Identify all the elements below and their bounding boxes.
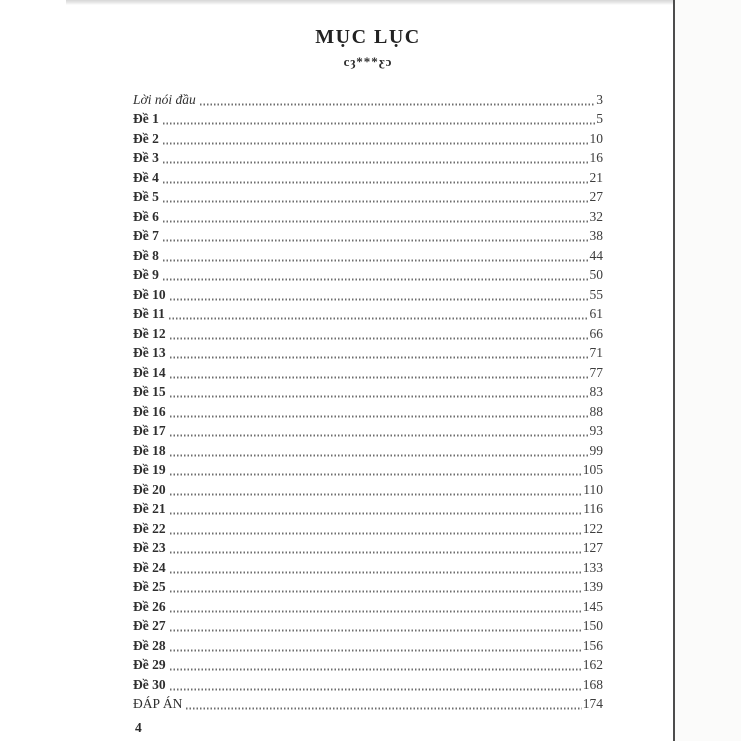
toc-entry: [133, 537, 603, 557]
toc-entry-label: Lời nói đầu: [133, 91, 196, 107]
toc-dot-leader: [162, 248, 589, 264]
toc-entry: [133, 459, 603, 479]
toc-entry-label: Đề 5: [133, 189, 159, 204]
toc-entry-page: 10: [589, 130, 603, 146]
toc-entry-label: Đề 26: [133, 598, 166, 614]
toc-dot-leader: [162, 111, 595, 127]
toc-entry: [133, 244, 603, 264]
toc-dot-leader: [169, 384, 589, 400]
toc-entry-page: 77: [589, 364, 603, 380]
toc-entry: [133, 361, 603, 381]
toc-dot-leader: [162, 150, 589, 166]
toc-entry-page: 55: [589, 286, 603, 302]
toc-entry-label: Đề 8: [133, 247, 159, 263]
toc-entry-page: 122: [582, 520, 603, 536]
toc-entry-page: 156: [582, 637, 603, 653]
toc-dot-leader: [169, 404, 589, 420]
toc-entry: [133, 225, 603, 245]
toc-entry-label: Đề 23: [133, 540, 166, 555]
toc-entry-label: Đề 7: [133, 228, 159, 243]
toc-entry-page: 105: [582, 462, 603, 477]
toc-entry: [133, 498, 603, 518]
toc-dot-leader: [169, 677, 582, 693]
toc-entry-page: 99: [589, 442, 603, 458]
toc-entry-label: ĐÁP ÁN: [133, 696, 183, 711]
toc-dot-leader: [169, 638, 582, 654]
toc-dot-leader: [169, 501, 583, 517]
toc-entry: [133, 576, 603, 596]
toc-dot-leader: [169, 326, 589, 342]
page-content: [133, 0, 603, 741]
toc-entry-page: 38: [589, 228, 603, 243]
toc-entry-label: Đề 9: [133, 267, 159, 282]
toc-entry-page: 5: [596, 111, 603, 126]
page-right-margin: [675, 0, 741, 741]
toc-entry-page: 32: [589, 208, 603, 224]
toc-entry-page: 71: [589, 345, 603, 360]
toc-dot-leader: [162, 228, 589, 244]
toc-entry: [133, 634, 603, 654]
toc-entry: [133, 420, 603, 440]
toc-entry: [133, 108, 603, 128]
toc-dot-leader: [199, 92, 596, 108]
toc-entry-page: 145: [582, 598, 603, 614]
toc-dot-leader: [169, 482, 583, 498]
toc-dot-leader: [169, 579, 582, 595]
toc-entry-label: Đề 4: [133, 169, 159, 185]
toc-entry-page: 88: [589, 403, 603, 419]
toc-dot-leader: [169, 560, 582, 576]
toc-entry-label: Đề 19: [133, 462, 166, 477]
toc-entry-label: Đề 29: [133, 657, 166, 672]
toc-entry: [133, 303, 603, 323]
toc-entry-page: 16: [589, 150, 603, 165]
toc-entry-page: 162: [582, 657, 603, 672]
toc-entry-label: Đề 28: [133, 637, 166, 653]
toc-entry-label: Đề 18: [133, 442, 166, 458]
toc-entry: [133, 654, 603, 674]
toc-entry-page: 21: [589, 169, 603, 185]
toc-entry-label: Đề 21: [133, 501, 166, 516]
toc-entry: [133, 322, 603, 342]
toc-entry-page: 44: [589, 247, 603, 263]
toc-entry: [133, 400, 603, 420]
toc-entry: [133, 88, 603, 108]
toc-entry-label: Đề 6: [133, 208, 159, 224]
toc-entry: [133, 439, 603, 459]
toc-dot-leader: [169, 618, 582, 634]
toc-entry-page: 168: [582, 676, 603, 692]
page-title: MỤC LỤC: [315, 26, 421, 48]
toc-dot-leader: [162, 267, 589, 283]
toc-entry: [133, 693, 603, 713]
toc-entry-label: Đề 20: [133, 481, 166, 497]
toc-entry-page: 93: [589, 423, 603, 438]
toc-list: [133, 88, 603, 712]
toc-entry-page: 116: [583, 501, 603, 516]
toc-entry: [133, 264, 603, 284]
toc-entry: [133, 673, 603, 693]
toc-dot-leader: [168, 306, 589, 322]
toc-entry-label: Đề 27: [133, 618, 166, 633]
toc-dot-leader: [169, 521, 582, 537]
toc-entry-page: 83: [589, 384, 603, 399]
toc-dot-leader: [169, 365, 589, 381]
toc-dot-leader: [169, 287, 589, 303]
toc-entry-page: 50: [589, 267, 603, 282]
toc-entry: [133, 205, 603, 225]
toc-entry-label: Đề 25: [133, 579, 166, 594]
toc-dot-leader: [169, 443, 589, 459]
toc-entry: [133, 283, 603, 303]
toc-entry: [133, 478, 603, 498]
toc-entry-label: Đề 14: [133, 364, 166, 380]
toc-entry-page: 133: [582, 559, 603, 575]
toc-dot-leader: [169, 657, 582, 673]
toc-entry-label: Đề 30: [133, 676, 166, 692]
toc-dot-leader: [162, 209, 589, 225]
toc-entry-label: Đề 2: [133, 130, 159, 146]
toc-entry-label: Đề 15: [133, 384, 166, 399]
toc-entry-label: Đề 12: [133, 325, 166, 341]
toc-entry-page: 150: [582, 618, 603, 633]
toc-dot-leader: [169, 540, 582, 556]
toc-dot-leader: [169, 345, 589, 361]
toc-entry: [133, 342, 603, 362]
title-ornament: cȝ***ƹɔ: [343, 54, 393, 69]
toc-entry-label: Đề 24: [133, 559, 166, 575]
toc-entry: [133, 127, 603, 147]
toc-dot-leader: [185, 696, 581, 712]
toc-dot-leader: [169, 599, 582, 615]
toc-entry-page: 61: [589, 306, 603, 321]
toc-entry: [133, 595, 603, 615]
toc-dot-leader: [162, 189, 589, 205]
toc-dot-leader: [162, 131, 589, 147]
toc-entry-label: Đề 13: [133, 345, 166, 360]
toc-entry-label: Đề 3: [133, 150, 159, 165]
toc-entry-page: 139: [582, 579, 603, 594]
toc-entry-page: 27: [589, 189, 603, 204]
toc-entry-label: Đề 16: [133, 403, 166, 419]
toc-entry-label: Đề 11: [133, 306, 165, 321]
toc-entry-page: 3: [596, 91, 603, 107]
toc-dot-leader: [169, 423, 589, 439]
toc-entry: [133, 166, 603, 186]
toc-entry: [133, 517, 603, 537]
toc-entry-label: Đề 1: [133, 111, 159, 126]
toc-entry-label: Đề 17: [133, 423, 166, 438]
toc-entry-label: Đề 10: [133, 286, 166, 302]
toc-entry-label: Đề 22: [133, 520, 166, 536]
toc-entry: [133, 147, 603, 167]
toc-dot-leader: [169, 462, 582, 478]
toc-dot-leader: [162, 170, 589, 186]
toc-entry-page: 174: [582, 696, 603, 711]
toc-entry: [133, 556, 603, 576]
toc-entry: [133, 381, 603, 401]
toc-entry: [133, 615, 603, 635]
toc-entry-page: 66: [589, 325, 603, 341]
footer-page-number: 4: [135, 720, 142, 735]
toc-entry-page: 110: [583, 481, 603, 497]
toc-entry: [133, 186, 603, 206]
page-edge-line: [673, 0, 675, 741]
toc-entry-page: 127: [582, 540, 603, 555]
